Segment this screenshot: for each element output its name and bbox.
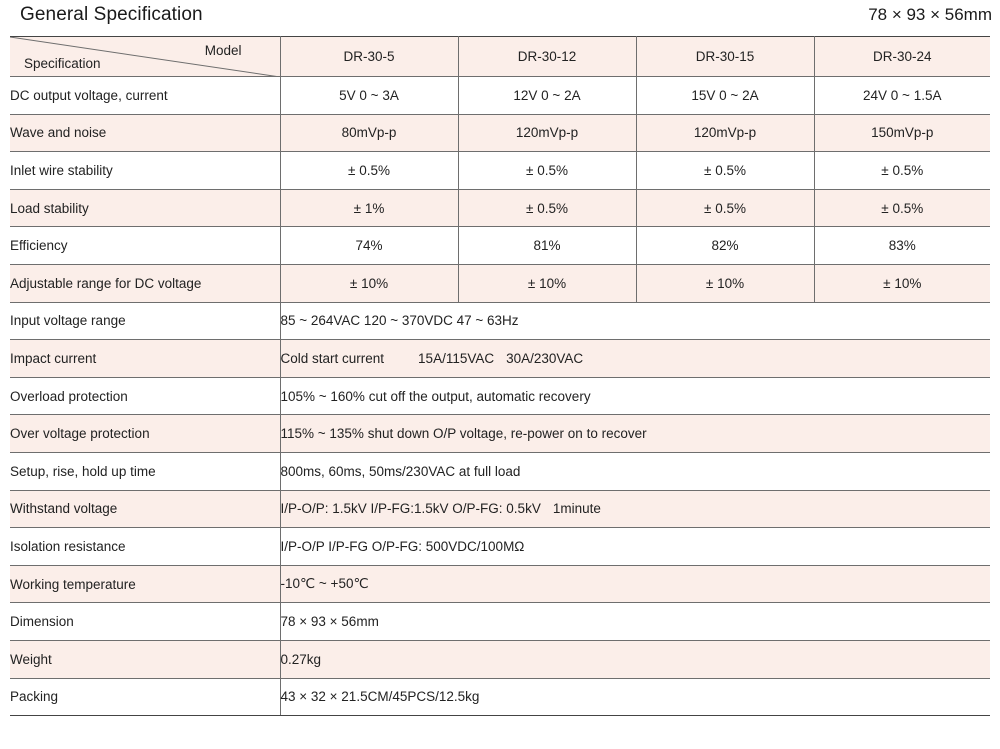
row-value: 0.27kg <box>280 640 990 678</box>
table-row <box>10 302 990 340</box>
row-value: ± 0.5% <box>636 152 814 190</box>
row-value: 12V 0 ~ 2A <box>458 77 636 115</box>
row-value: 150mVp-p <box>814 114 990 152</box>
table-row <box>10 565 990 603</box>
row-label: Setup, rise, hold up time <box>10 452 280 490</box>
table-row <box>10 152 990 190</box>
table-row <box>10 77 990 115</box>
table-row <box>10 377 990 415</box>
table-row <box>10 452 990 490</box>
row-label: Efficiency <box>10 227 280 265</box>
model-header: DR-30-12 <box>458 37 636 77</box>
row-value: 43 × 32 × 21.5CM/45PCS/12.5kg <box>280 678 990 716</box>
row-label: Input voltage range <box>10 302 280 340</box>
row-value <box>280 490 990 528</box>
row-value: 115% ~ 135% shut down O/P voltage, re-power on to recover <box>280 415 990 453</box>
impact-current-label: Cold start current <box>280 350 385 366</box>
row-label: Inlet wire stability <box>10 152 280 190</box>
table-row <box>10 603 990 641</box>
row-label: Adjustable range for DC voltage <box>10 264 280 302</box>
dimension-heading: 78 × 93 × 56mm <box>868 5 992 24</box>
row-value: ± 0.5% <box>814 152 990 190</box>
row-value: 24V 0 ~ 1.5A <box>814 77 990 115</box>
row-value: ± 10% <box>458 264 636 302</box>
row-value: ± 10% <box>280 264 458 302</box>
row-value: 74% <box>280 227 458 265</box>
table-row <box>10 227 990 265</box>
spec-table <box>10 36 990 716</box>
table-row <box>10 340 990 378</box>
model-header: DR-30-24 <box>814 37 990 77</box>
header-row <box>10 37 990 77</box>
row-label: DC output voltage, current <box>10 77 280 115</box>
withstand-values: I/P-O/P: 1.5kV I/P-FG:1.5kV O/P-FG: 0.5kV <box>280 501 541 517</box>
impact-current-115: 15A/115VAC <box>418 350 495 366</box>
row-label: Packing <box>10 678 280 716</box>
row-label: Impact current <box>10 340 280 378</box>
table-row <box>10 678 990 716</box>
row-value: ± 0.5% <box>280 152 458 190</box>
table-row <box>10 490 990 528</box>
table-row <box>10 415 990 453</box>
row-value: 5V 0 ~ 3A <box>280 77 458 115</box>
row-label: Wave and noise <box>10 114 280 152</box>
row-value: ± 0.5% <box>814 189 990 227</box>
model-header: DR-30-5 <box>280 37 458 77</box>
row-value: ± 10% <box>636 264 814 302</box>
row-label: Withstand voltage <box>10 490 280 528</box>
row-label: Overload protection <box>10 377 280 415</box>
row-value: I/P-O/P I/P-FG O/P-FG: 500VDC/100MΩ <box>280 528 990 566</box>
row-label: Dimension <box>10 603 280 641</box>
row-value <box>280 340 990 378</box>
model-header: DR-30-15 <box>636 37 814 77</box>
row-value: 105% ~ 160% cut off the output, automatic recovery <box>280 377 990 415</box>
table-row <box>10 640 990 678</box>
row-value: 800ms, 60ms, 50ms/230VAC at full load <box>280 452 990 490</box>
table-row <box>10 114 990 152</box>
table-row <box>10 264 990 302</box>
row-value: 120mVp-p <box>458 114 636 152</box>
page-title: General Specification <box>20 4 203 25</box>
row-value: 80mVp-p <box>280 114 458 152</box>
row-label: Weight <box>10 640 280 678</box>
table-row <box>10 189 990 227</box>
row-value: ± 0.5% <box>458 189 636 227</box>
corner-header <box>10 37 280 77</box>
impact-current-230: 30A/230VAC <box>506 350 584 366</box>
row-value: 81% <box>458 227 636 265</box>
row-label: Over voltage protection <box>10 415 280 453</box>
row-value: ± 0.5% <box>636 189 814 227</box>
row-value: 15V 0 ~ 2A <box>636 77 814 115</box>
row-value: ± 0.5% <box>458 152 636 190</box>
row-value: 83% <box>814 227 990 265</box>
withstand-duration: 1minute <box>552 501 601 517</box>
model-label: Model <box>204 43 242 58</box>
row-value: 120mVp-p <box>636 114 814 152</box>
row-label: Working temperature <box>10 565 280 603</box>
row-value: -10℃ ~ +50℃ <box>280 565 990 603</box>
row-label: Load stability <box>10 189 280 227</box>
row-value: ± 10% <box>814 264 990 302</box>
row-value: ± 1% <box>280 189 458 227</box>
specification-label: Specification <box>24 56 101 71</box>
row-value: 85 ~ 264VAC 120 ~ 370VDC 47 ~ 63Hz <box>280 302 990 340</box>
row-value: 78 × 93 × 56mm <box>280 603 990 641</box>
row-value: 82% <box>636 227 814 265</box>
row-label: Isolation resistance <box>10 528 280 566</box>
table-row <box>10 528 990 566</box>
